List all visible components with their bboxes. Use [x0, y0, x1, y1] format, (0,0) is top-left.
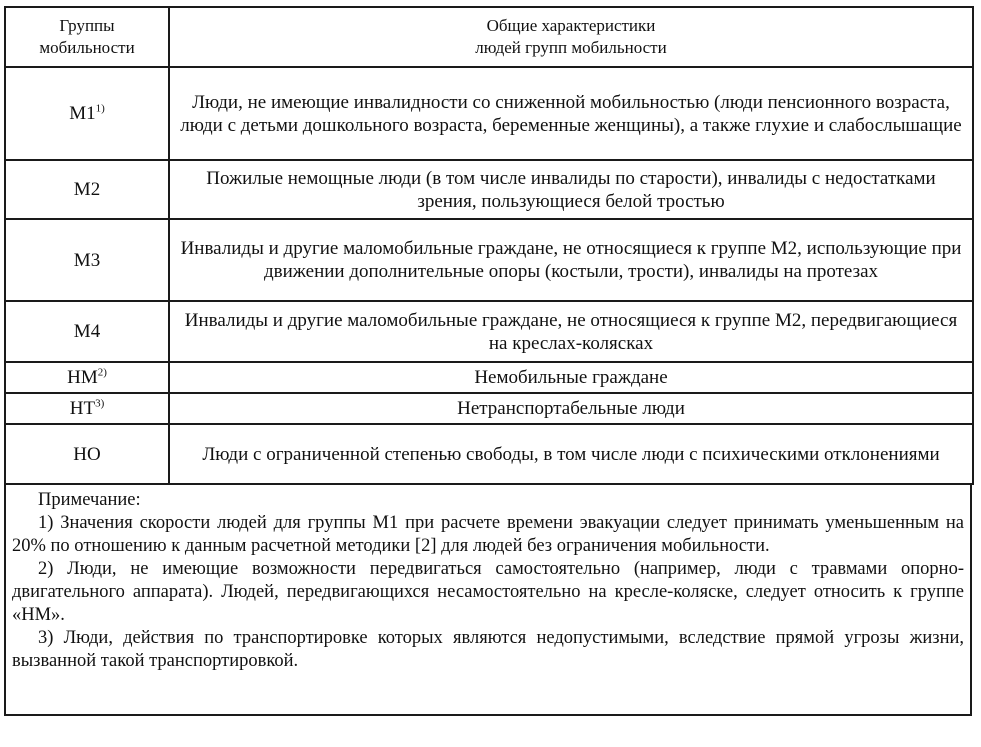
table-row	[5, 67, 973, 160]
table-row	[5, 160, 973, 219]
group-code: М3	[73, 249, 101, 271]
description-cell: Инвалиды и другие маломобильные граждане, не относящиеся к группе М2, передвигающиеся на креслах-колясках	[169, 301, 973, 362]
document-page	[4, 6, 972, 716]
note-item: 2) Люди, не имеющие возможности передвигаться самостоятельно (например, люди с травмами опорно-двигательного аппарата). Людей, передвигающихся несамостоятельно на кресле-коляске, следует относить к группе «НМ».	[12, 559, 964, 625]
mobility-groups-table	[4, 6, 974, 485]
group-code: НМ	[67, 367, 98, 388]
notes-section	[4, 485, 972, 716]
note-item: 3) Люди, действия по транспортировке которых являются недопустимыми, вследствие прямой угрозы жизни, вызванной такой транспортировкой.	[12, 628, 964, 671]
table-row	[5, 219, 973, 301]
group-cell	[5, 301, 169, 362]
group-code: НТ	[69, 398, 96, 419]
group-cell	[5, 67, 169, 160]
group-cell	[5, 424, 169, 484]
table-row	[5, 362, 973, 393]
table-row	[5, 424, 973, 484]
group-footnote-mark: 2)	[97, 366, 107, 379]
group-code: М1	[69, 103, 96, 124]
header-groups-text: Группы мобильности	[39, 16, 135, 57]
table-row	[5, 301, 973, 362]
group-cell	[5, 393, 169, 424]
note-item: 1) Значения скорости людей для группы М1 при расчете времени эвакуации следует принимать уменьшенным на 20% по отношению к данным расчетной методики [2] для людей без ограничения мобильности.	[12, 513, 964, 556]
table-header-row	[5, 7, 973, 67]
table-row	[5, 393, 973, 424]
group-cell	[5, 362, 169, 393]
group-cell	[5, 160, 169, 219]
header-characteristics-line1: Общие характеристики	[486, 16, 656, 35]
group-code: НО	[73, 443, 101, 465]
description-cell: Люди с ограниченной степенью свободы, в том числе люди с психическими отклонениями	[169, 424, 973, 484]
description-cell: Инвалиды и другие маломобильные граждане, не относящиеся к группе М2, использующие при движении дополнительные опоры (костыли, трости), инвалиды на протезах	[169, 219, 973, 301]
notes-title: Примечание:	[38, 490, 141, 510]
header-characteristics-line2: людей групп мобильности	[475, 38, 667, 57]
description-cell: Нетранспортабельные люди	[169, 393, 973, 424]
description-cell: Люди, не имеющие инвалидности со сниженной мобильностью (люди пенсионного возраста, люди с детьми дошкольного возраста, беременные женщины), а также глухие и слабослышащие	[169, 67, 973, 160]
header-characteristics	[169, 7, 973, 67]
description-cell: Пожилые немощные люди (в том числе инвалиды по старости), инвалиды с недостатками зрения, пользующиеся белой тростью	[169, 160, 973, 219]
header-groups	[5, 7, 169, 67]
group-code: М4	[73, 321, 101, 342]
group-code: М2	[73, 179, 101, 200]
group-footnote-mark: 1)	[95, 102, 105, 115]
description-cell: Немобильные граждане	[169, 362, 973, 393]
group-cell	[5, 219, 169, 301]
group-footnote-mark: 3)	[95, 397, 105, 410]
